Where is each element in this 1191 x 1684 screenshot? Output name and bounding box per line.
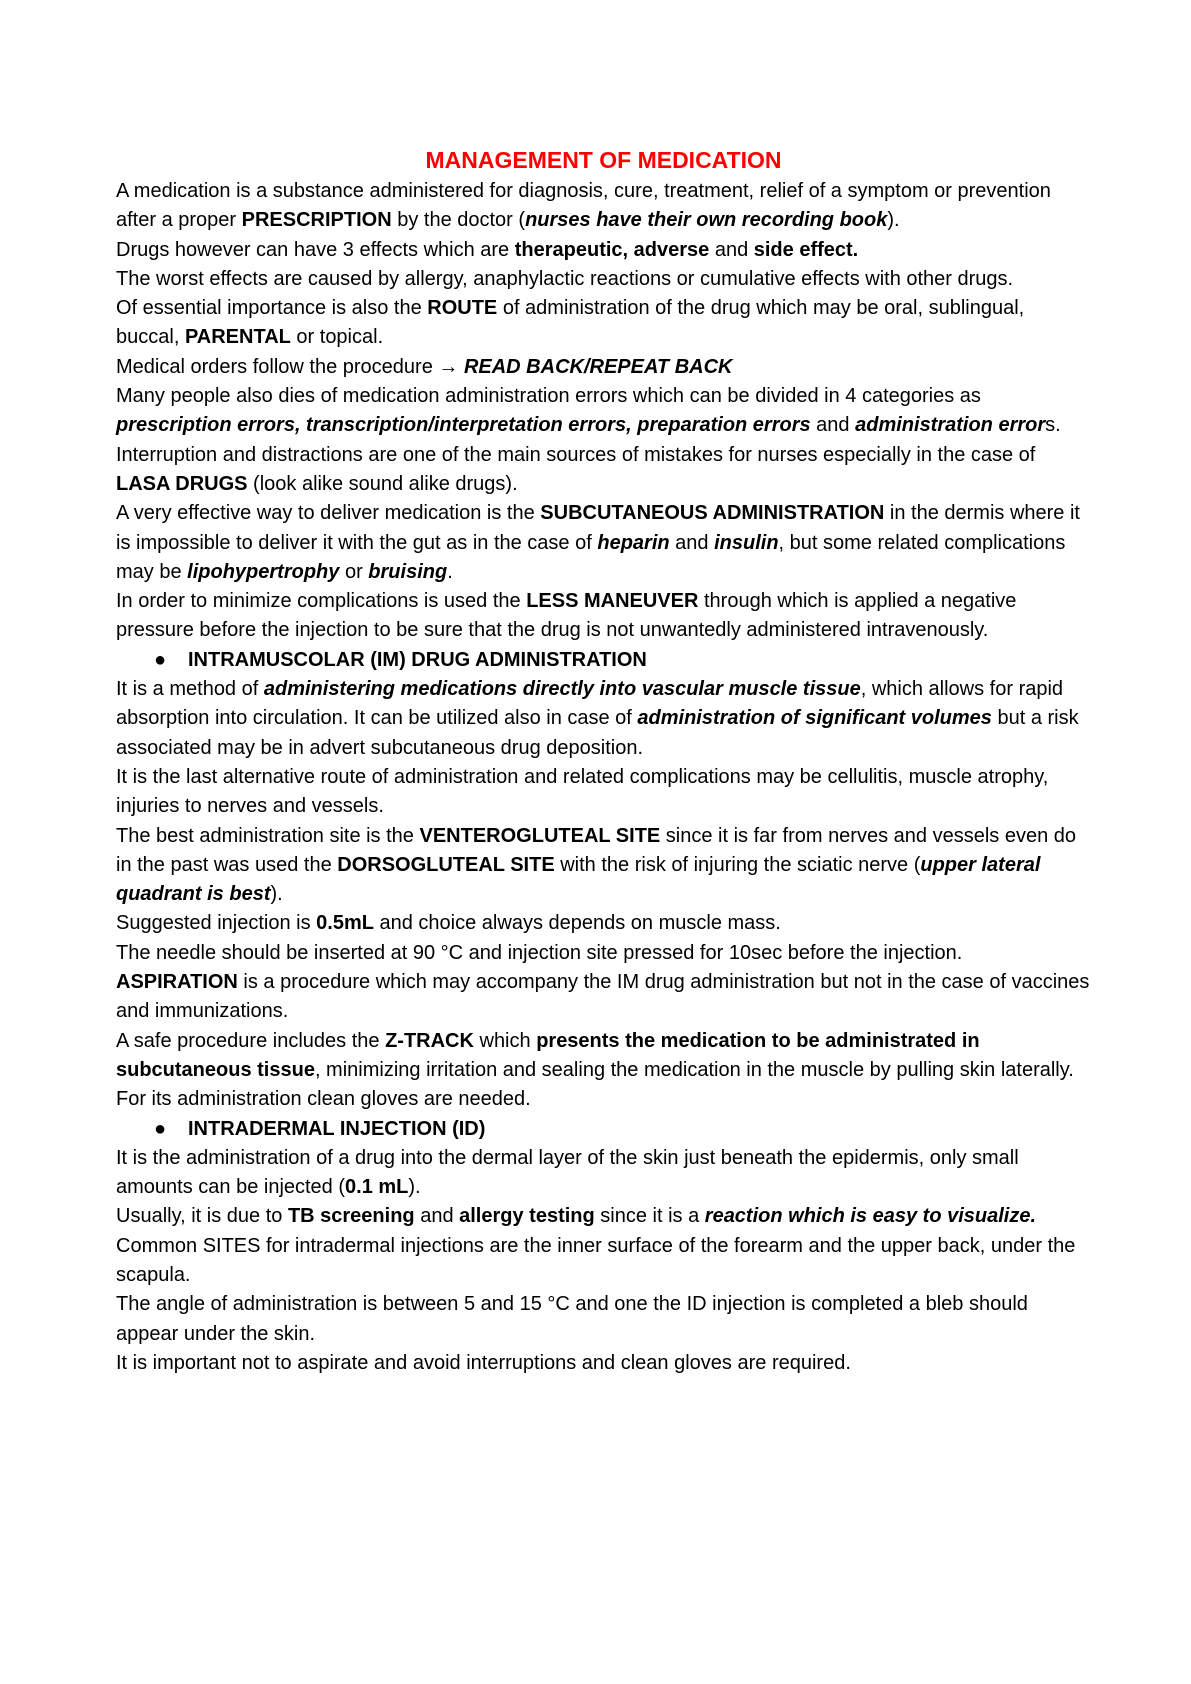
- text-run: It is the administration of a drug into the dermal layer of the skin just beneath the epidermis, only small amounts can be injected (: [116, 1146, 1019, 1199]
- section-heading-text: INTRAMUSCOLAR (IM) DRUG ADMINISTRATION: [188, 648, 647, 671]
- emphasis-text: SUBCUTANEOUS ADMINISTRATION: [540, 502, 885, 525]
- text-run: of administration of the drug which may be oral, sublingual, buccal,: [116, 297, 1025, 349]
- emphasis-text: heparin: [597, 531, 670, 554]
- text-run: The needle should be inserted at 90 °C and injection site pressed for 10sec before the injection.: [116, 941, 963, 964]
- emphasis-text: ROUTE: [427, 297, 498, 320]
- text-run: Medical orders follow the procedure: [116, 355, 439, 378]
- document-title: MANAGEMENT OF MEDICATION: [425, 147, 782, 173]
- text-run: Suggested injection is: [116, 912, 317, 935]
- text-run: Many people also dies of medication administration errors which can be divided in 4 categories as: [116, 385, 981, 408]
- paragraph: [116, 1349, 1091, 1378]
- emphasis-text: administration error: [855, 414, 1046, 437]
- paragraph: [116, 353, 1091, 382]
- text-run: In order to minimize complications is used the: [116, 590, 527, 613]
- text-run: with the risk of injuring the sciatic nerve (: [554, 853, 921, 876]
- emphasis-text: insulin: [714, 531, 779, 554]
- bullet-icon: ●: [154, 648, 167, 671]
- emphasis-text: therapeutic, adverse: [514, 238, 710, 261]
- paragraph: [116, 1232, 1091, 1291]
- text-run: but a risk associated may be in advert subcutaneous drug deposition.: [116, 707, 1079, 759]
- emphasis-text: VENTEROGLUTEAL SITE: [419, 824, 661, 847]
- paragraph: [116, 294, 1091, 353]
- emphasis-text: →: [438, 355, 459, 378]
- emphasis-text: prescription errors, transcription/interpretation errors, preparation errors: [116, 414, 811, 437]
- paragraph: [116, 939, 1091, 968]
- emphasis-text: administering medications directly into vascular muscle tissue: [263, 678, 861, 701]
- bullet-icon: ●: [154, 1117, 167, 1140]
- paragraph: [116, 265, 1091, 294]
- text-run: and: [669, 531, 715, 554]
- text-run: in the dermis where it is impossible to deliver it with the gut as in the case of: [116, 502, 1080, 554]
- text-run: and choice always depends on muscle mass.: [373, 912, 781, 935]
- paragraph: [116, 675, 1091, 763]
- emphasis-text: side effect.: [753, 238, 859, 261]
- document-body: [116, 137, 1091, 1378]
- text-run: Common SITES for intradermal injections are the inner surface of the forearm and the upper back, under the scapula.: [116, 1234, 1076, 1286]
- text-run: , but some related complications may be: [116, 531, 1066, 583]
- text-run: or: [339, 560, 369, 583]
- text-run: It is important not to aspirate and avoid interruptions and clean gloves are required.: [116, 1351, 851, 1374]
- text-run: It is a method of: [116, 678, 264, 701]
- text-run: The worst effects are caused by allergy, anaphylactic reactions or cumulative effects with other drugs.: [116, 267, 1014, 290]
- paragraph: [116, 1144, 1091, 1203]
- emphasis-text: lipohypertrophy: [187, 560, 340, 583]
- paragraph: [116, 1290, 1091, 1349]
- paragraph: [116, 1085, 1091, 1114]
- emphasis-text: 0.5mL: [316, 912, 374, 935]
- text-run: or topical.: [290, 326, 384, 349]
- body-flow: [116, 177, 1091, 1378]
- text-run: ).: [270, 883, 283, 906]
- text-run: Of essential importance is also the: [116, 297, 428, 320]
- text-run: A safe procedure includes the: [116, 1029, 386, 1052]
- text-run: A very effective way to deliver medication is the: [116, 502, 541, 525]
- paragraph: [116, 822, 1091, 910]
- emphasis-text: upper lateral quadrant is best: [116, 853, 1041, 906]
- text-run: ).: [408, 1176, 421, 1199]
- emphasis-text: Z-TRACK: [385, 1029, 474, 1052]
- emphasis-text: LESS MANEUVER: [526, 590, 699, 613]
- paragraph: [116, 909, 1091, 938]
- paragraph: [116, 1202, 1091, 1231]
- text-run: ).: [887, 209, 900, 232]
- text-run: It is the last alternative route of administration and related complications may be cellulitis, muscle atrophy, injuries to nerves and vessels.: [116, 765, 1049, 818]
- text-run: .: [447, 560, 453, 583]
- section-heading-text: INTRADERMAL INJECTION (ID): [188, 1117, 486, 1140]
- text-run: since it is a: [594, 1205, 705, 1228]
- text-run: The angle of administration is between 5 and 15 °C and one the ID injection is completed a bleb should appear under the skin.: [116, 1293, 1028, 1345]
- paragraph: [116, 499, 1091, 587]
- emphasis-text: administration of significant volumes: [637, 707, 992, 730]
- text-run: The best administration site is the: [116, 824, 420, 847]
- paragraph: [116, 587, 1091, 646]
- text-run: and: [414, 1205, 460, 1228]
- text-run: , minimizing irritation and sealing the medication in the muscle by pulling skin laterally.: [314, 1058, 1074, 1081]
- text-run: is a procedure which may accompany the IM drug administration but not in the case of vaccines and immunizations.: [116, 971, 1090, 1023]
- text-run: A medication is a substance administered for diagnosis, cure, treatment, relief of a symptom or prevention after a proper: [116, 180, 1051, 232]
- text-run: through which is applied a negative pressure before the injection to be sure that the drug is not unwantedly administered intravenously.: [116, 590, 1017, 642]
- emphasis-text: READ BACK/REPEAT BACK: [463, 355, 733, 378]
- text-run: Usually, it is due to: [116, 1205, 288, 1228]
- paragraph: [116, 382, 1091, 499]
- emphasis-text: PRESCRIPTION: [241, 209, 392, 232]
- emphasis-text: PARENTAL: [184, 326, 291, 349]
- emphasis-text: allergy testing: [459, 1205, 595, 1228]
- emphasis-text: TB screening: [287, 1205, 415, 1228]
- paragraph: [116, 236, 1091, 265]
- emphasis-text: bruising: [368, 560, 448, 583]
- emphasis-text: presents the medication to be administrated in subcutaneous tissue: [116, 1029, 980, 1081]
- section-heading: [116, 1115, 1091, 1144]
- text-run: Drugs however can have 3 effects which are: [116, 238, 515, 261]
- text-run: and: [709, 238, 754, 261]
- emphasis-text: LASA DRUGS: [116, 472, 248, 495]
- emphasis-text: nurses have their own recording book: [525, 209, 888, 232]
- paragraph: [116, 177, 1091, 236]
- section-heading: [116, 646, 1091, 675]
- paragraph: [116, 1027, 1091, 1086]
- paragraph: [116, 763, 1091, 822]
- text-run: (look alike sound alike drugs).: [247, 472, 518, 495]
- emphasis-text: ASPIRATION: [116, 971, 238, 994]
- emphasis-text: 0.1 mL: [345, 1176, 409, 1199]
- text-run: and: [810, 414, 856, 437]
- paragraph: [116, 968, 1091, 1027]
- text-run: which: [473, 1029, 537, 1052]
- text-run: For its administration clean gloves are needed.: [116, 1088, 531, 1111]
- emphasis-text: DORSOGLUTEAL SITE: [337, 853, 555, 876]
- text-run: by the doctor (: [391, 209, 526, 232]
- text-run: , which allows for rapid absorption into circulation. It can be utilized also in case of: [116, 678, 1064, 730]
- text-run: s. Interruption and distractions are one of the main sources of mistakes for nurses especially in the case of: [116, 414, 1061, 466]
- text-run: since it is far from nerves and vessels even do in the past was used the: [116, 824, 1076, 876]
- emphasis-text: reaction which is easy to visualize.: [704, 1205, 1037, 1228]
